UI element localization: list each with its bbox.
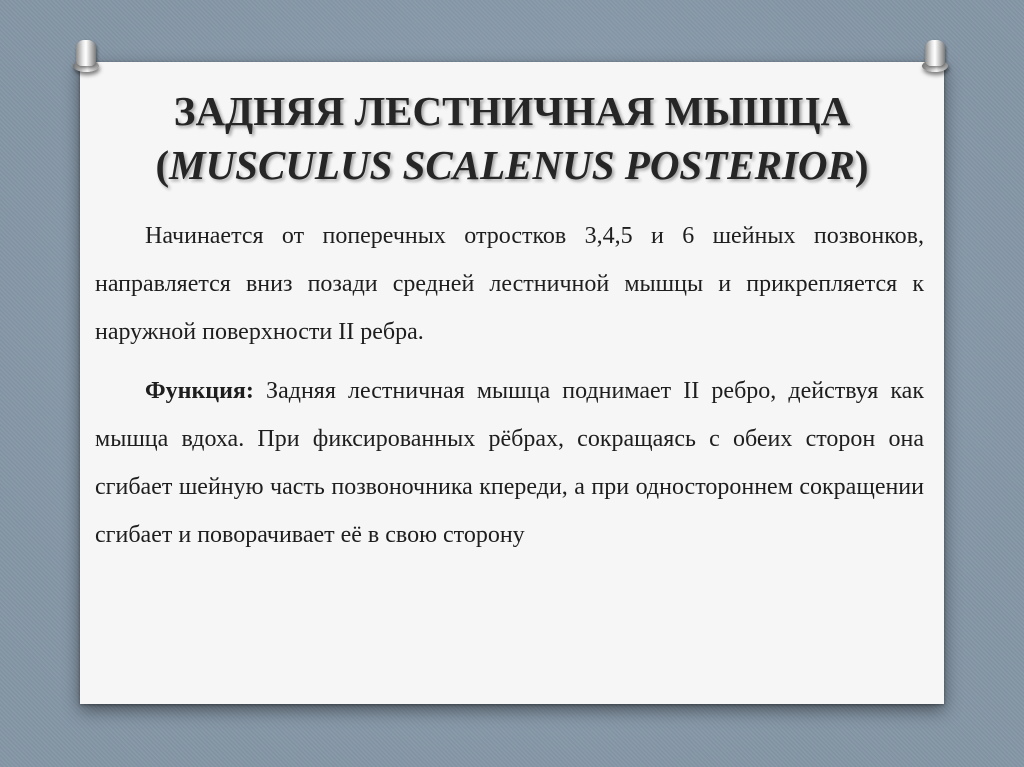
pushpin-icon (922, 40, 948, 84)
title-russian: ЗАДНЯЯ ЛЕСТНИЧНАЯ МЫШЦА (173, 88, 851, 134)
pushpin-icon (73, 40, 99, 84)
slide-title (80, 84, 944, 192)
slide-paper (80, 62, 944, 704)
slide-body (95, 212, 924, 570)
origin-paragraph: Начинается от поперечных отростков 3,4,5 и 6 шейных позвонков, направляется вниз позади средней лестничной мышцы и прикрепляется к наружной поверхности II ребра. (95, 223, 924, 345)
function-text: Задняя лестничная мышца поднимает II ребро, действуя как мышца вдоха. При фиксированных рёбрах, сокращаясь с обеих сторон она сгибает шейную часть позвоночника кпереди, а при одностороннем сокращении сгибает и поворачивает её в свою сторону (95, 378, 924, 548)
pushpin-head (925, 40, 945, 66)
title-close-paren: ) (854, 142, 869, 188)
title-latin: MUSCULUS SCALENUS POSTERIOR (169, 142, 855, 188)
title-open-paren: ( (155, 142, 170, 188)
pushpin-head (76, 40, 96, 66)
function-label: Функция: (145, 378, 254, 404)
function-paragraph (95, 367, 924, 559)
